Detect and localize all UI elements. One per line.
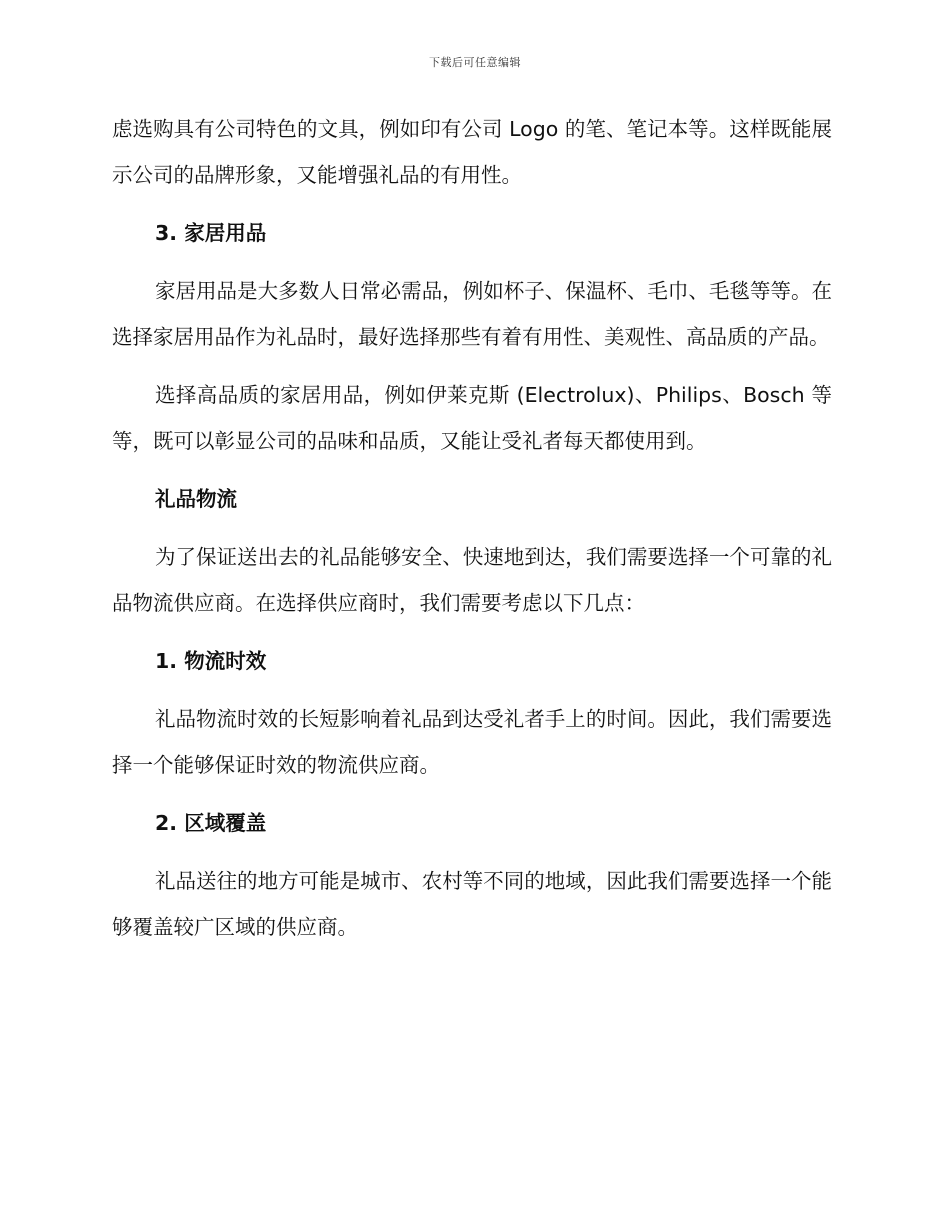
heading-home-goods: 3. 家居用品 [155,221,267,245]
paragraph-area-coverage: 礼品送往的地方可能是城市、农村等不同的地域，因此我们需要选择一个能够覆盖较广区域的供应商。 [112,869,832,939]
document-body [112,106,832,950]
heading-gift-logistics: 礼品物流 [155,487,237,511]
paragraph-home-goods-intro: 家居用品是大多数人日常必需品，例如杯子、保温杯、毛巾、毛毯等等。在选择家居用品作为礼品时，最好选择那些有着有用性、美观性、高品质的产品。 [112,279,832,349]
paragraph-stationery-continued: 虑选购具有公司特色的文具，例如印有公司 Logo 的笔、笔记本等。这样既能展示公司的品牌形象，又能增强礼品的有用性。 [112,117,832,187]
paragraph-logistics-timeliness: 礼品物流时效的长短影响着礼品到达受礼者手上的时间。因此，我们需要选择一个能够保证时效的物流供应商。 [112,707,832,777]
heading-area-coverage: 2. 区域覆盖 [155,811,267,835]
heading-logistics-timeliness: 1. 物流时效 [155,649,267,673]
page-header: 下载后可任意编辑 [429,56,521,69]
paragraph-home-goods-brands: 选择高品质的家居用品，例如伊莱克斯 (Electrolux)、Philips、Bosch 等等，既可以彰显公司的品味和品质，又能让受礼者每天都使用到。 [112,383,832,453]
paragraph-logistics-intro: 为了保证送出去的礼品能够安全、快速地到达，我们需要选择一个可靠的礼品物流供应商。在选择供应商时，我们需要考虑以下几点： [112,545,832,615]
